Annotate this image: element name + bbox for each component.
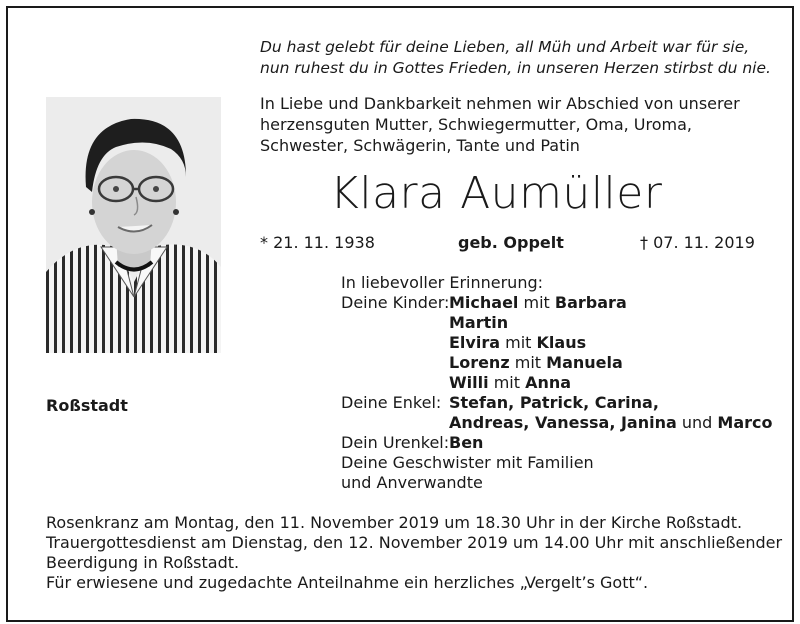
- grandchildren-line-2: Andreas, Vanessa, Janina und Marco: [449, 413, 773, 432]
- grandchildren-line-1: Stefan, Patrick, Carina,: [449, 393, 659, 412]
- siblings-line-2: und Anverwandte: [341, 473, 483, 492]
- family-heading: In liebevoller Erinnerung:: [341, 273, 543, 292]
- intro-line-2: herzensguten Mutter, Schwiegermutter, Oma, Uroma,: [260, 115, 692, 134]
- footer-line-4: Für erwiesene und zugedachte Anteilnahme ein herzliches „Vergelt’s Gott“.: [46, 573, 649, 592]
- intro-text: [260, 93, 740, 156]
- memorial-poem: [260, 37, 771, 79]
- children-label: Deine Kinder:: [341, 293, 450, 312]
- poem-line-2: nun ruhest du in Gottes Frieden, in unseren Herzen stirbst du nie.: [260, 59, 771, 77]
- footer-line-3: Beerdigung in Roßstadt.: [46, 553, 240, 572]
- intro-line-1: In Liebe und Dankbarkeit nehmen wir Abschied von unserer: [260, 94, 740, 113]
- death-date: † 07. 11. 2019: [640, 233, 755, 252]
- intro-line-3: Schwester, Schwägerin, Tante und Patin: [260, 136, 580, 155]
- child-entry: Michael mit Barbara: [449, 293, 627, 312]
- siblings-line-1: Deine Geschwister mit Familien: [341, 453, 594, 472]
- portrait-photo: [46, 97, 221, 353]
- service-details: [46, 513, 782, 593]
- child-entry: Lorenz mit Manuela: [449, 353, 623, 372]
- child-entry: Elvira mit Klaus: [449, 333, 587, 352]
- deceased-name: Klara Aumüller: [330, 168, 663, 219]
- greatgrandchild-label: Dein Urenkel:: [341, 433, 450, 452]
- place-of-residence: Roßstadt: [46, 396, 128, 415]
- poem-line-1: Du hast gelebt für deine Lieben, all Müh und Arbeit war für sie,: [260, 38, 750, 56]
- child-entry: Martin: [449, 313, 509, 332]
- portrait-illustration: [46, 97, 221, 353]
- grandchildren-label: Deine Enkel:: [341, 393, 442, 412]
- maiden-name: geb. Oppelt: [458, 233, 564, 252]
- footer-line-2: Trauergottesdienst am Dienstag, den 12. November 2019 um 14.00 Uhr mit anschließender: [46, 533, 783, 552]
- birth-date: * 21. 11. 1938: [260, 233, 375, 252]
- footer-line-1: Rosenkranz am Montag, den 11. November 2019 um 18.30 Uhr in der Kirche Roßstadt.: [46, 513, 743, 532]
- child-entry: Willi mit Anna: [449, 373, 572, 392]
- greatgrandchild-name: Ben: [449, 433, 484, 452]
